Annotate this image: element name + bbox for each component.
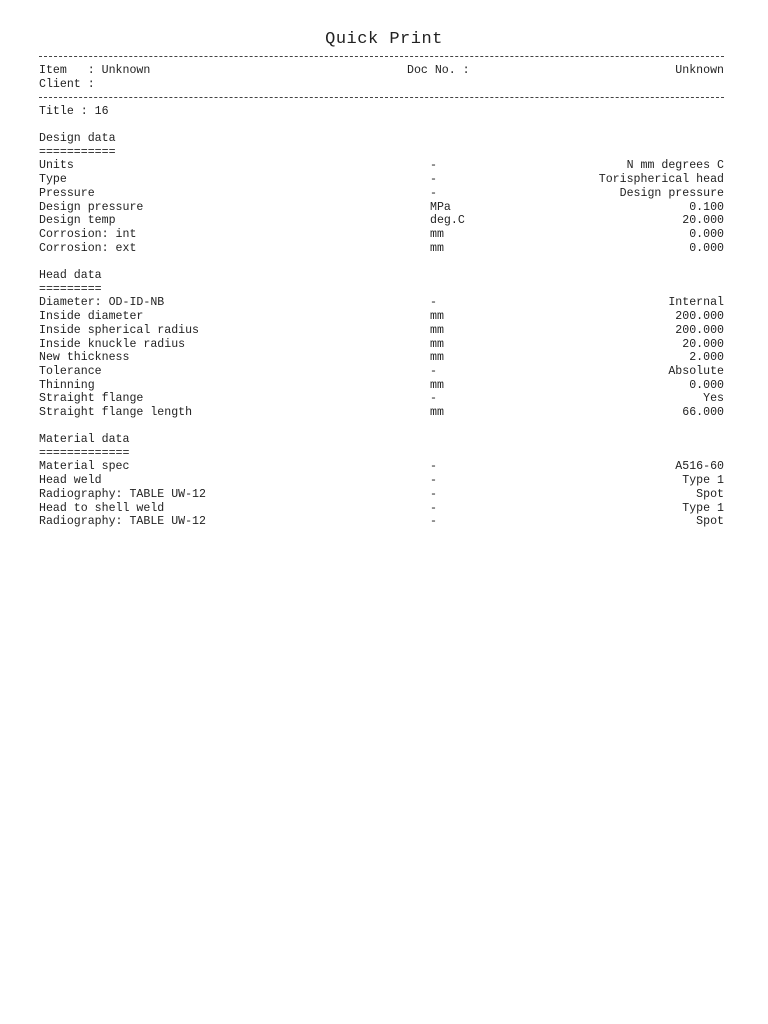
row-unit: - [430,186,437,200]
design-data-row [39,228,724,242]
material-data-row [39,488,724,502]
head-section-underline: ========= [39,282,102,296]
head-data-row [39,338,724,352]
material-data-row [39,460,724,474]
row-label: Radiography: TABLE UW-12 [39,487,206,501]
row-value: Spot [696,515,724,529]
row-label: Head to shell weld [39,501,165,515]
row-label: Head weld [39,474,102,488]
row-unit: - [430,515,437,529]
row-label: Diameter: OD-ID-NB [39,296,165,310]
head-data-row [39,392,724,406]
row-unit: mm [430,406,444,419]
row-unit: - [430,474,437,488]
row-value: Internal [668,296,724,310]
row-unit: - [430,364,437,378]
row-value: Spot [696,487,724,501]
row-unit: mm [430,241,444,255]
row-label: Pressure [39,186,95,200]
head-data-row [39,310,724,324]
design-data-row [39,187,724,201]
row-label: Units [39,159,74,173]
row-label: Straight flange [39,392,144,406]
row-value: 20.000 [682,337,724,351]
row-value: 66.000 [682,406,724,419]
design-section-underline: =========== [39,145,116,159]
row-label: Radiography: TABLE UW-12 [39,515,206,529]
row-label: Design temp [39,214,116,228]
material-data-row [39,515,724,529]
row-unit: - [430,460,437,474]
material-section-underline: ============= [39,446,130,460]
row-unit: - [430,159,437,173]
row-label: Inside knuckle radius [39,337,186,351]
head-data-row [39,406,724,420]
row-unit: deg.C [430,214,465,228]
row-label: New thickness [39,351,130,365]
head-section-heading: Head data [39,269,102,282]
head-data-row [39,379,724,393]
row-label: Material spec [39,460,130,474]
row-value: 2.000 [689,351,724,365]
head-data-row [39,365,724,379]
row-value: 0.100 [689,200,724,214]
design-data-row [39,242,724,256]
client-line [39,78,724,92]
row-value: N mm degrees C [626,159,724,173]
row-unit: MPa [430,200,451,214]
row-unit: mm [430,227,444,241]
row-value: 0.000 [689,378,724,392]
row-label: Inside diameter [39,310,144,324]
title-line [39,105,724,119]
row-label: Corrosion: int [39,227,137,241]
row-value: Torispherical head [598,173,724,187]
row-value: 200.000 [675,310,724,324]
head-data-row [39,296,724,310]
row-unit: mm [430,337,444,351]
row-unit: mm [430,351,444,365]
row-label: Straight flange length [39,406,193,419]
material-section-heading: Material data [39,433,130,446]
design-data-row [39,201,724,215]
doc-no-value: Unknown [675,64,724,77]
row-unit: mm [430,323,444,337]
row-value: A516-60 [675,460,724,474]
header-divider-bottom [39,97,724,98]
item-label: Item : Unknown [39,64,151,77]
material-data-row [39,502,724,516]
header-divider-top [39,56,724,57]
row-label: Inside spherical radius [39,323,200,337]
document-title: Title : 16 [39,105,109,118]
doc-no-label: Doc No. : [407,64,470,77]
row-value: 0.000 [689,241,724,255]
design-data-row [39,214,724,228]
row-unit: - [430,296,437,310]
row-unit: - [430,173,437,187]
design-section-heading: Design data [39,132,116,145]
row-label: Corrosion: ext [39,241,137,255]
row-label: Type [39,173,67,187]
material-data-row [39,474,724,488]
row-value: Absolute [668,364,724,378]
page-title: Quick Print [325,30,443,49]
row-unit: mm [430,310,444,324]
row-label: Thinning [39,378,95,392]
item-doc-line [39,64,724,78]
row-value: 200.000 [675,323,724,337]
row-label: Design pressure [39,200,144,214]
row-value: Type 1 [682,501,724,515]
row-value: 20.000 [682,214,724,228]
row-value: 0.000 [689,227,724,241]
row-value: Yes [703,392,724,406]
row-unit: - [430,487,437,501]
design-data-row [39,173,724,187]
row-value: Type 1 [682,474,724,488]
row-label: Tolerance [39,364,102,378]
row-value: Design pressure [619,186,724,200]
row-unit: mm [430,378,444,392]
client-label: Client : [39,78,95,91]
head-data-row [39,351,724,365]
head-data-row [39,324,724,338]
design-data-row [39,159,724,173]
row-unit: - [430,501,437,515]
row-unit: - [430,392,437,406]
